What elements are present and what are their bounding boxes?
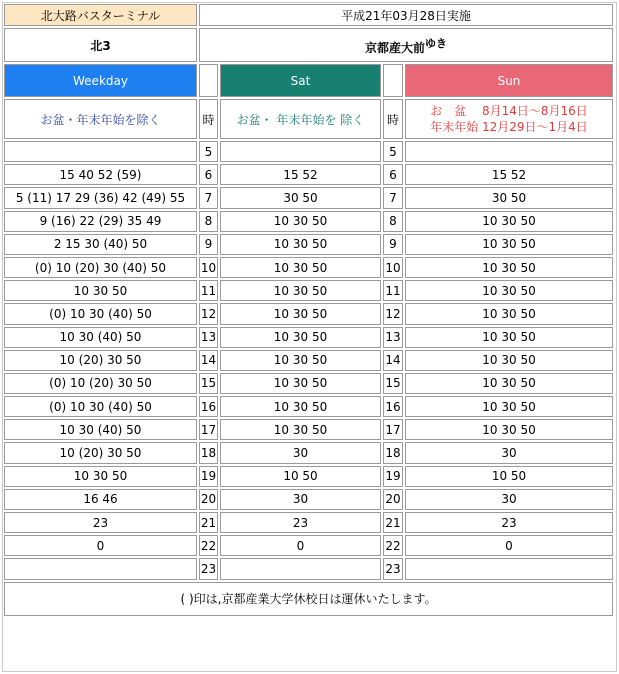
hour-cell: 15: [199, 373, 218, 394]
sun-times: 10 30 50: [405, 257, 613, 278]
hour-cell: 7: [199, 187, 218, 208]
hour-cell: 6: [199, 164, 218, 185]
sat-times: 30: [220, 489, 381, 510]
column-header-sun: Sun: [405, 64, 613, 97]
sat-times: 10 30 50: [220, 419, 381, 440]
table-row: [4, 396, 613, 417]
weekday-times: (0) 10 (20) 30 50: [4, 373, 197, 394]
weekday-times: 10 (20) 30 50: [4, 350, 197, 371]
weekday-times: 10 30 50: [4, 466, 197, 487]
sat-times: 10 30 50: [220, 396, 381, 417]
table-row: [4, 211, 613, 232]
hour-cell: 9: [199, 234, 218, 255]
sat-times: 10 30 50: [220, 350, 381, 371]
hour-cell: 23: [383, 558, 403, 579]
hour-cell: 10: [199, 257, 218, 278]
hour-cell: 23: [199, 558, 218, 579]
sun-times: 10 30 50: [405, 280, 613, 301]
hour-cell: 5: [199, 141, 218, 162]
weekday-times: 10 30 (40) 50: [4, 327, 197, 348]
weekday-times: 16 46: [4, 489, 197, 510]
hour-cell: 12: [199, 303, 218, 324]
route-number: 北3: [4, 28, 197, 62]
sat-times: 23: [220, 512, 381, 533]
hour-cell: 21: [199, 512, 218, 533]
timetable-frame: [2, 2, 615, 618]
note-sun-line1: お 盆 8月14日～8月16日: [430, 104, 588, 118]
table-row: [4, 466, 613, 487]
sat-times: 10 30 50: [220, 327, 381, 348]
hour-cell: 22: [199, 535, 218, 556]
table-row: [4, 164, 613, 185]
column-header-sat: Sat: [220, 64, 381, 97]
sat-times: 10 30 50: [220, 303, 381, 324]
sun-times: [405, 141, 613, 162]
sun-times: [405, 558, 613, 579]
hour-cell: 5: [383, 141, 403, 162]
table-row: [4, 419, 613, 440]
sun-times: 30: [405, 442, 613, 463]
column-header-spacer: [383, 64, 403, 97]
hour-cell: 11: [383, 280, 403, 301]
sun-times: 10 30 50: [405, 327, 613, 348]
weekday-times: 10 (20) 30 50: [4, 442, 197, 463]
sat-times: 10 30 50: [220, 211, 381, 232]
hour-cell: 13: [383, 327, 403, 348]
sun-times: 23: [405, 512, 613, 533]
hour-cell: 15: [383, 373, 403, 394]
hour-cell: 13: [199, 327, 218, 348]
sat-times: 10 30 50: [220, 257, 381, 278]
hour-cell: 19: [383, 466, 403, 487]
sat-times: 15 52: [220, 164, 381, 185]
hour-cell: 12: [383, 303, 403, 324]
column-header-spacer: [199, 64, 218, 97]
sat-times: 10 30 50: [220, 234, 381, 255]
sun-times: 10 30 50: [405, 234, 613, 255]
sat-times: 10 50: [220, 466, 381, 487]
table-row: [4, 280, 613, 301]
hour-cell: 7: [383, 187, 403, 208]
table-row: [4, 234, 613, 255]
note-weekday: お盆・年末年始を除く: [4, 99, 197, 139]
table-row: [4, 442, 613, 463]
weekday-times: 10 30 50: [4, 280, 197, 301]
hour-label: 時: [199, 99, 218, 139]
note-sun-line2: 年末年始 12月29日～1月4日: [430, 120, 588, 134]
sun-times: 10 50: [405, 466, 613, 487]
hour-cell: 18: [383, 442, 403, 463]
hour-cell: 18: [199, 442, 218, 463]
sun-times: 10 30 50: [405, 303, 613, 324]
hour-cell: 20: [383, 489, 403, 510]
sun-times: 15 52: [405, 164, 613, 185]
weekday-times: 9 (16) 22 (29) 35 49: [4, 211, 197, 232]
destination-ruby: ゆき: [425, 36, 447, 50]
hour-cell: 17: [199, 419, 218, 440]
hour-cell: 8: [383, 211, 403, 232]
weekday-times: 10 30 (40) 50: [4, 419, 197, 440]
sun-times: 10 30 50: [405, 373, 613, 394]
sat-times: 30 50: [220, 187, 381, 208]
weekday-times: 15 40 52 (59): [4, 164, 197, 185]
sat-times: 30: [220, 442, 381, 463]
weekday-times: (0) 10 30 (40) 50: [4, 303, 197, 324]
hour-cell: 14: [199, 350, 218, 371]
destination-name: 京都産大前: [364, 40, 425, 55]
sun-times: 0: [405, 535, 613, 556]
table-row: [4, 350, 613, 371]
table-row: [4, 489, 613, 510]
footer-note: ( )印は,京都産業大学休校日は運休いたします。: [4, 582, 613, 616]
sat-times: 10 30 50: [220, 373, 381, 394]
stop-name: 北大路バスターミナル: [4, 4, 197, 26]
weekday-times: [4, 558, 197, 579]
sun-times: 30 50: [405, 187, 613, 208]
sat-times: 0: [220, 535, 381, 556]
hour-cell: 16: [199, 396, 218, 417]
hour-cell: 14: [383, 350, 403, 371]
hour-cell: 17: [383, 419, 403, 440]
note-sun: [405, 99, 613, 139]
table-row: [4, 187, 613, 208]
sat-times: [220, 558, 381, 579]
hour-cell: 19: [199, 466, 218, 487]
timetable: [2, 2, 615, 618]
hour-cell: 10: [383, 257, 403, 278]
table-row: [4, 558, 613, 579]
sun-times: 10 30 50: [405, 396, 613, 417]
hour-cell: 21: [383, 512, 403, 533]
table-row: [4, 512, 613, 533]
destination: [199, 28, 613, 62]
weekday-times: 23: [4, 512, 197, 533]
hour-cell: 16: [383, 396, 403, 417]
hour-cell: 8: [199, 211, 218, 232]
weekday-times: (0) 10 30 (40) 50: [4, 396, 197, 417]
weekday-times: [4, 141, 197, 162]
table-row: [4, 535, 613, 556]
sun-times: 10 30 50: [405, 211, 613, 232]
weekday-times: 5 (11) 17 29 (36) 42 (49) 55: [4, 187, 197, 208]
hour-cell: 6: [383, 164, 403, 185]
note-sat: お盆・ 年末年始を 除く: [220, 99, 381, 139]
column-header-weekday: Weekday: [4, 64, 197, 97]
table-row: [4, 373, 613, 394]
sun-times: 10 30 50: [405, 419, 613, 440]
sun-times: 30: [405, 489, 613, 510]
table-row: [4, 141, 613, 162]
hour-label: 時: [383, 99, 403, 139]
weekday-times: 2 15 30 (40) 50: [4, 234, 197, 255]
hour-cell: 20: [199, 489, 218, 510]
effective-date: 平成21年03月28日実施: [199, 4, 613, 26]
sun-times: 10 30 50: [405, 350, 613, 371]
table-row: [4, 327, 613, 348]
hour-cell: 22: [383, 535, 403, 556]
sat-times: 10 30 50: [220, 280, 381, 301]
sat-times: [220, 141, 381, 162]
hour-cell: 9: [383, 234, 403, 255]
hour-cell: 11: [199, 280, 218, 301]
table-row: [4, 257, 613, 278]
weekday-times: 0: [4, 535, 197, 556]
table-row: [4, 303, 613, 324]
weekday-times: (0) 10 (20) 30 (40) 50: [4, 257, 197, 278]
